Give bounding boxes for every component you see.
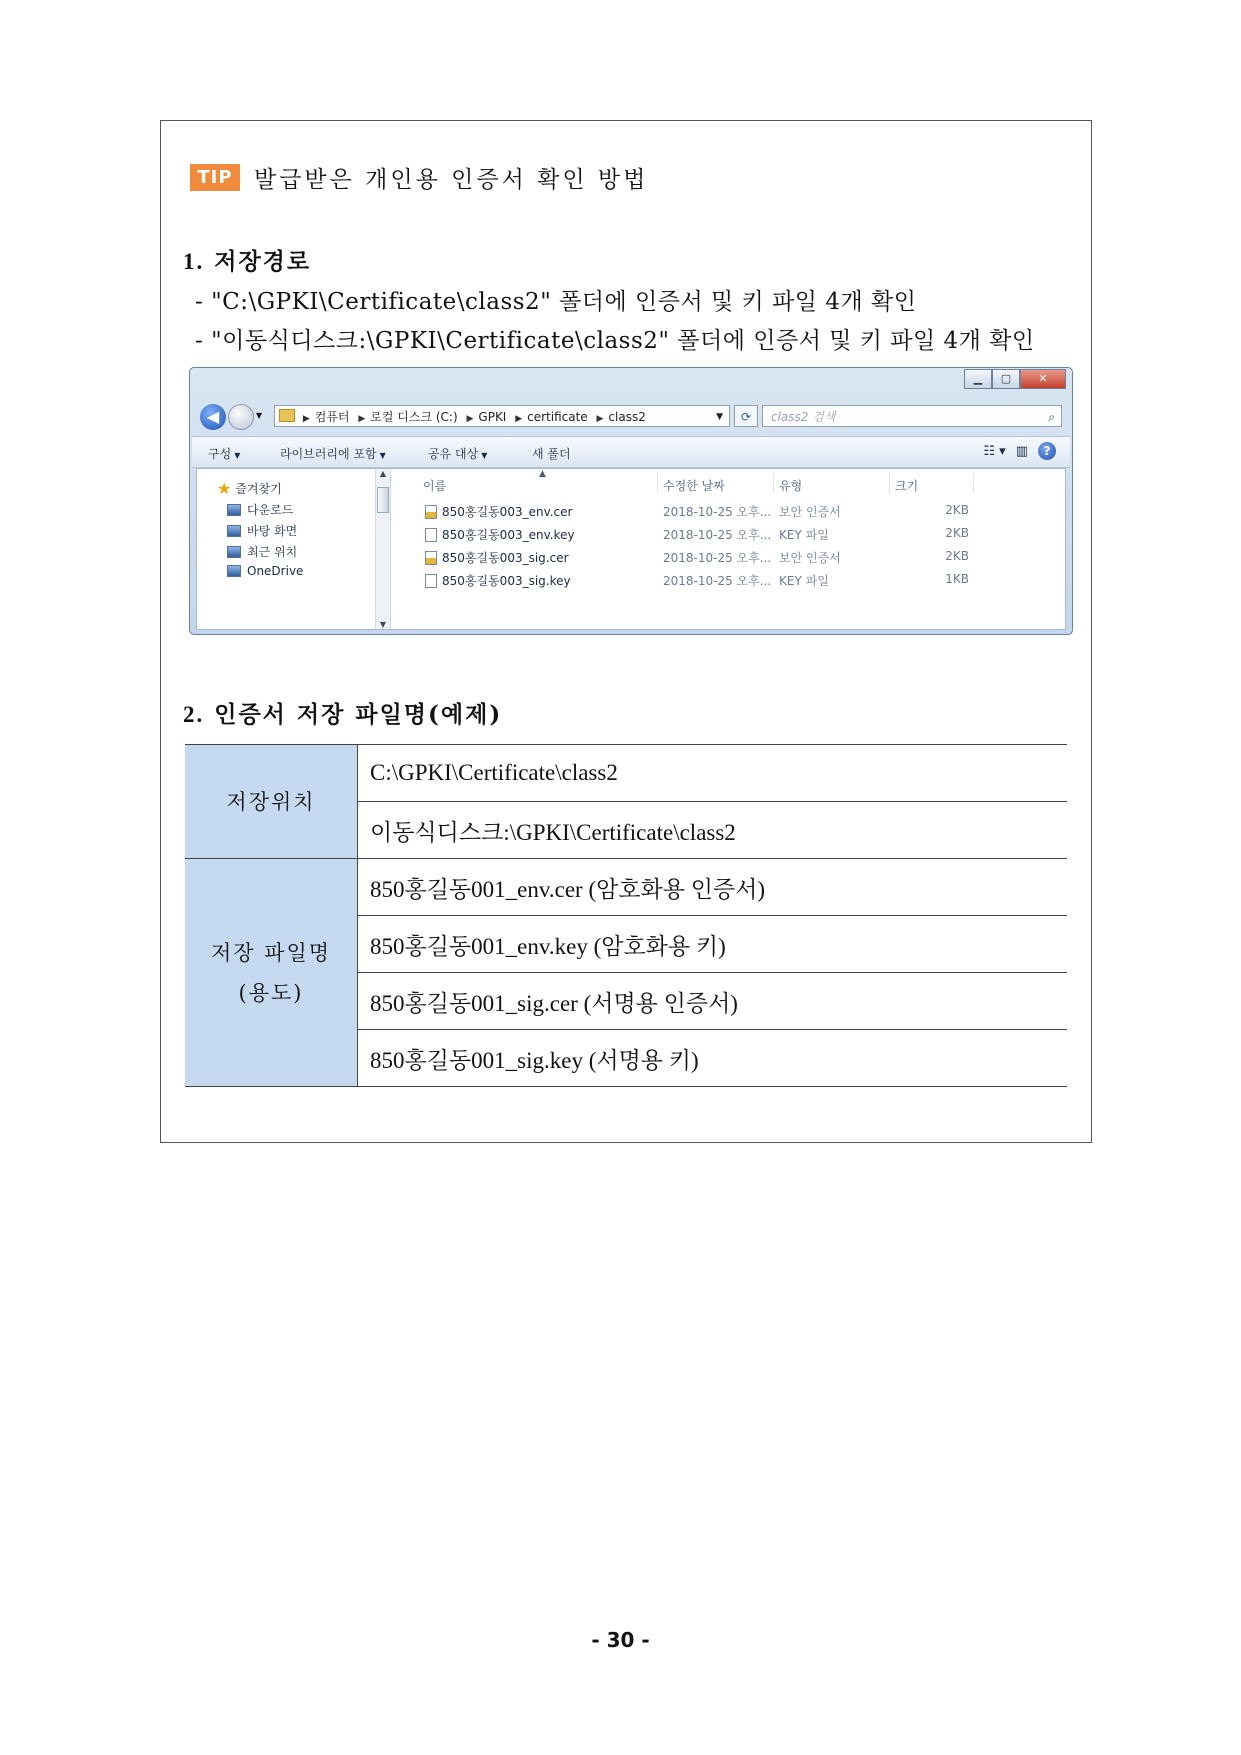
organize-button[interactable]: 구성 ▼ (208, 447, 241, 461)
file-icon (425, 574, 437, 588)
table-cell: 850홍길동001_sig.key (서명용 키) (358, 1030, 1068, 1087)
history-dropdown-icon[interactable]: ▼ (256, 411, 263, 420)
chevron-down-icon[interactable]: ▼ (716, 412, 723, 422)
column-header-date[interactable]: 수정한 날짜 (663, 479, 725, 493)
filename-header-line1: 저장 파일명 (210, 940, 332, 965)
column-header-name[interactable]: 이름 (423, 479, 447, 493)
back-arrow-icon[interactable]: ◀ (200, 404, 226, 430)
table-row (185, 859, 1067, 916)
breadcrumb-item[interactable]: class2 (608, 410, 646, 424)
scroll-down-icon[interactable]: ▼ (379, 620, 387, 629)
view-options-icon[interactable]: ☷ ▾ (983, 443, 1006, 459)
sort-up-icon: ▲ (539, 469, 546, 479)
file-list (389, 469, 1065, 629)
forward-arrow-icon[interactable] (228, 404, 254, 430)
tip-heading (190, 161, 648, 194)
file-row[interactable]: 850홍길동003_env.key 2018-10-25 오후... KEY 파일 2KB (389, 524, 1065, 544)
column-header-size[interactable]: 크기 (895, 479, 919, 493)
column-header-type[interactable]: 유형 (779, 479, 803, 493)
section2-number: 2. (183, 702, 205, 727)
table-cell: 850홍길동001_env.cer (암호화용 인증서) (358, 859, 1068, 916)
section1-heading (183, 243, 311, 276)
recent-places-icon (227, 546, 241, 558)
navigation-bar (198, 402, 1064, 432)
filename-table (185, 744, 1067, 1087)
search-icon: ⌕ (1048, 410, 1055, 424)
location-header: 저장위치 (185, 745, 358, 859)
file-icon (425, 528, 437, 542)
breadcrumb-item[interactable]: 컴퓨터 (314, 410, 350, 424)
section1-number: 1. (183, 249, 205, 274)
table-cell: C:\GPKI\Certificate\class2 (358, 745, 1068, 802)
desktop-icon (227, 525, 241, 537)
table-cell: 850홍길동001_env.key (암호화용 키) (358, 916, 1068, 973)
tip-box (160, 120, 1092, 1143)
folder-icon (279, 409, 295, 422)
section2-heading (183, 696, 502, 729)
search-placeholder: class2 검색 (771, 410, 836, 424)
tip-title: 발급받은 개인용 인증서 확인 방법 (254, 167, 649, 193)
section1-title: 저장경로 (214, 248, 312, 275)
search-input[interactable] (762, 405, 1062, 427)
view-controls (983, 442, 1056, 460)
scroll-up-icon[interactable]: ▲ (379, 469, 387, 478)
include-library-button[interactable]: 라이브러리에 포함 ▼ (280, 447, 386, 461)
certificate-icon (425, 551, 437, 565)
explorer-window (189, 367, 1073, 635)
favorites-item[interactable] (217, 479, 282, 498)
bullet-text: "이동식디스크:\GPKI\Certificate\class2" 폴더에 인증서 및 키 파일 4개 확인 (211, 328, 1035, 354)
nav-item-recent[interactable]: 최근 위치 (227, 543, 297, 560)
downloads-icon (227, 504, 241, 516)
navigation-pane (197, 469, 375, 629)
file-row[interactable]: 850홍길동003_sig.key 2018-10-25 오후... KEY 파일 1KB (389, 570, 1065, 590)
breadcrumb-item[interactable]: 로컬 디스크 (C:) (370, 410, 458, 424)
address-bar[interactable]: ▶ 컴퓨터 ▶ 로컬 디스크 (C:) ▶ GPKI ▶ certificate ▶ class2 ▼ (274, 405, 730, 427)
share-button[interactable]: 공유 대상 ▼ (428, 447, 488, 461)
star-icon: ★ (217, 479, 232, 498)
refresh-icon[interactable]: ⟳ (734, 405, 758, 427)
file-row[interactable]: 850홍길동003_sig.cer 2018-10-25 오후... 보안 인증서 2KB (389, 547, 1065, 567)
breadcrumb-item[interactable]: GPKI (478, 410, 507, 424)
tip-badge: TIP (190, 164, 240, 191)
preview-pane-icon[interactable]: ▥ (1015, 443, 1028, 459)
filename-header-line2: (용도) (238, 980, 304, 1005)
table-cell: 이동식디스크:\GPKI\Certificate\class2 (358, 802, 1068, 859)
section2-title: 인증서 저장 파일명(예제) (214, 701, 503, 728)
page-number: - 30 - (591, 1628, 650, 1652)
certificate-icon (425, 505, 437, 519)
bullet-text: "C:\GPKI\Certificate\class2" 폴더에 인증서 및 키 파일 4개 확인 (211, 289, 917, 315)
section1-bullet: - "이동식디스크:\GPKI\Certificate\class2" 폴더에 인증서 및 키 파일 4개 확인 (195, 328, 1035, 354)
file-row[interactable]: 850홍길동003_env.cer 2018-10-25 오후... 보안 인증서 2KB (389, 501, 1065, 521)
nav-item-onedrive[interactable]: OneDrive (227, 564, 303, 578)
onedrive-icon (227, 565, 241, 577)
close-icon[interactable]: ✕ (1020, 369, 1066, 389)
minimize-icon[interactable]: ▁ (964, 369, 992, 389)
filename-header (185, 859, 358, 1087)
table-cell: 850홍길동001_sig.cer (서명용 인증서) (358, 973, 1068, 1030)
section1-bullet: - "C:\GPKI\Certificate\class2" 폴더에 인증서 및 키 파일 4개 확인 (195, 289, 917, 315)
breadcrumb-item[interactable]: certificate (527, 410, 588, 424)
window-controls (964, 369, 1066, 389)
new-folder-button[interactable]: 새 폴더 (532, 447, 571, 461)
nav-item-downloads[interactable]: 다운로드 (227, 501, 293, 518)
favorites-label: 즐겨찾기 (235, 482, 282, 496)
command-bar (192, 436, 1070, 468)
help-icon[interactable]: ? (1038, 442, 1056, 460)
maximize-icon[interactable]: ▢ (992, 369, 1020, 389)
nav-item-desktop[interactable]: 바탕 화면 (227, 522, 297, 539)
scroll-thumb[interactable] (377, 487, 389, 513)
table-row (185, 745, 1067, 802)
content-panes (196, 468, 1066, 630)
